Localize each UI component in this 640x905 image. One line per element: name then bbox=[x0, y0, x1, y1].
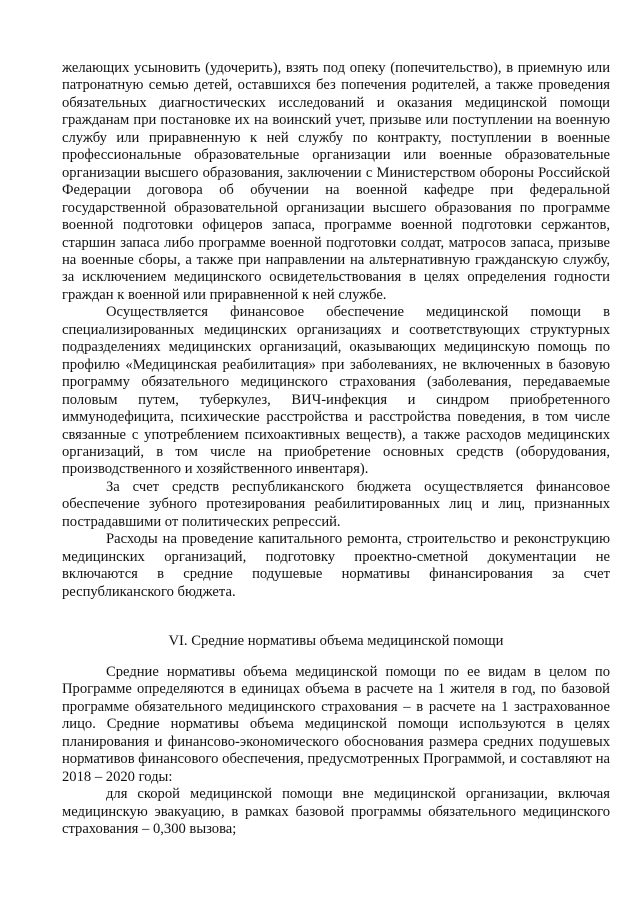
paragraph-dental-prosthetics: За счет средств республиканского бюджета осуществляется финансовое обеспечение зубного протезирования реабилитированных лиц и лиц, признанных пострадавшими от политических репрессий. bbox=[62, 478, 610, 530]
paragraph-rehabilitation-funding: Осуществляется финансовое обеспечение медицинской помощи в специализированных медицинских организациях и соответствующих структурных подразделениях медицинских организаций, оказывающих медицинскую помощь по профилю «Медицинская реабилитация» при заболеваниях, не включенных в базовую программу обязательного медицинского страхования (заболевания, передаваемые половым путем, туберкулез, ВИЧ-инфекция и синдром приобретенного иммунодефицита, психические расстройства и расстройства поведения, в том числе связанные с употреблением психоактивных веществ), а также расходов медицинских организаций, в том числе на приобретение основных средств (оборудования, производственного и хозяйственного инвентаря). bbox=[62, 304, 610, 478]
paragraph-continuation: желающих усыновить (удочерить), взять под опеку (попечительство), в приемную или патронатную семью детей, оставшихся без попечения родителей, а также проведения обязательных диагностических исследований и оказания медицинской помощи гражданам при постановке их на воинский учет, призыве или поступлении на военную службу или приравненную к ней службу по контракту, поступлении в военные профессиональные образовательные организации или военные образовательные организации высшего образования, заключении с Министерством обороны Российской Федерации договора об обучении на военной кафедре при федеральной государственной образовательной организации высшего образования по программе военной подготовки офицеров запаса, программе военной подготовки сержантов, старшин запаса либо программе военной подготовки солдат, матросов запаса, призыве на военные сборы, а также при направлении на альтернативную гражданскую службу, за исключением медицинского освидетельствования в целях определения годности граждан к военной или приравненной к ней службе. bbox=[62, 60, 610, 303]
section-heading: VI. Средние нормативы объема медицинской помощи bbox=[168, 633, 504, 649]
body-text-upper bbox=[62, 60, 610, 601]
paragraph-ambulance-norm: для скорой медицинской помощи вне медицинской организации, включая медицинскую эвакуацию, в рамках базовой программы обязательного медицинского страхования – 0,300 вызова; bbox=[62, 786, 610, 838]
body-text-lower bbox=[62, 664, 610, 839]
paragraph-volume-norms: Средние нормативы объема медицинской помощи по ее видам в целом по Программе определяются в единицах объема в расчете на 1 жителя в год, по базовой программе обязательного медицинского страхования – в расчете на 1 застрахованное лицо. Средние нормативы объема медицинской помощи используются в целях планирования и финансово-экономического обоснования размера средних подушевых нормативов финансового обеспечения, предусмотренных Программой, и составляют на 2018 – 2020 годы: bbox=[62, 664, 610, 785]
paragraph-capital-repairs: Расходы на проведение капитального ремонта, строительство и реконструкцию медицинских организаций, подготовку проектно-сметной документации не включаются в средние подушевые нормативы финансирования за счет республиканского бюджета. bbox=[62, 531, 610, 600]
